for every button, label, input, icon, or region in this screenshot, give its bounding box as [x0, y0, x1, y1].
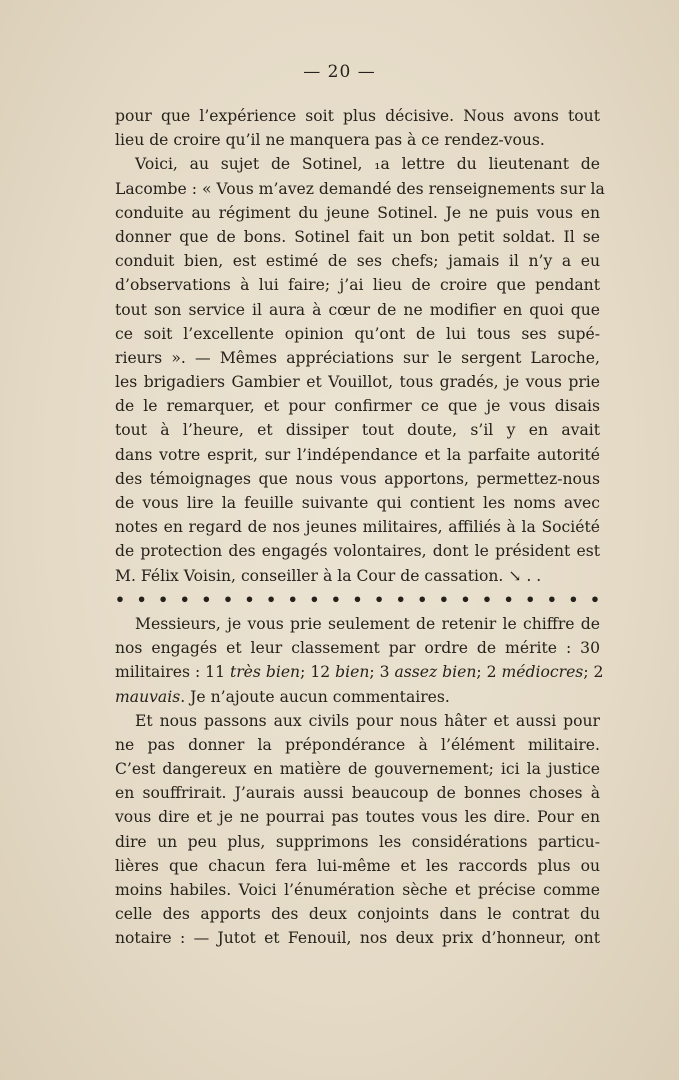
italic-segment: médiocres — [501, 663, 584, 682]
text-segment: ; 3 — [369, 663, 395, 682]
italic-segment: très bien — [229, 663, 301, 682]
text-line: ne pas donner la prépondérance à l’élément militaire. — [115, 735, 600, 754]
text-segment: ; 2 — [476, 663, 502, 682]
text-segment: ; 12 — [300, 663, 336, 682]
text-line: M. Félix Voisin, conseiller à la Cour de cassation. ↘ . . — [115, 566, 542, 585]
body-text — [115, 104, 605, 951]
text-line: donner que de bons. Sotinel fait un bon petit soldat. Il se — [115, 227, 600, 246]
page-number: — 20 — — [303, 62, 376, 82]
text-line: dire un peu plus, supprimons les considérations particu- — [115, 832, 600, 851]
text-line: Lacombe : « Vous m’avez demandé des renseignements sur la — [115, 179, 605, 198]
text-line: nos engagés et leur classement par ordre de mérite : 30 — [115, 639, 600, 658]
text-line: les brigadiers Gambier et Vouillot, tous gradés, je vous prie — [115, 373, 600, 392]
text-line: lieu de croire qu’il ne manquera pas à ce rendez-vous. — [115, 131, 545, 150]
italic-segment: bien — [335, 663, 370, 682]
text-line: en souffrirait. J’aurais aussi beaucoup de bonnes choses à — [115, 784, 600, 803]
text-line: de protection des engagés volontaires, dont le président est — [115, 542, 600, 561]
text-line: tout son service il aura à cœur de ne modifier en quoi que — [115, 300, 600, 319]
text-segment: . Je n’ajoute aucun commentaires. — [180, 687, 450, 706]
text-line: vous dire et je ne pourrai pas toutes vous les dire. Pour en — [115, 808, 600, 827]
text-segment: ; 2 — [583, 663, 604, 682]
text-line-mixed — [115, 660, 604, 684]
text-line: ce soit l’excellente opinion qu’ont de lui tous ses supé- — [115, 324, 600, 343]
text-line: rieurs ». — Mêmes appréciations sur le sergent Laroche, — [115, 348, 600, 367]
text-line: notaire : — Jutot et Fenouil, nos deux prix d’honneur, ont — [115, 929, 600, 948]
italic-segment: mauvais — [115, 687, 181, 706]
text-line: de vous lire la feuille suivante qui contient les noms avec — [115, 494, 600, 512]
text-line: celle des apports des deux conjoints dans le contrat du — [115, 905, 600, 924]
text-line: C’est dangereux en matière de gouvernement; ici la justice — [115, 760, 600, 779]
text-segment: militaires : 11 — [115, 663, 230, 682]
text-line: lières que chacun fera lui-même et les raccords plus ou — [115, 856, 600, 875]
dots-text: • • • • • • • • • • • • • • • • • • • • • • • — [115, 589, 600, 609]
text-line: pour que l’expérience soit plus décisive. Nous avons tout — [115, 107, 600, 125]
text-line: d’observations à lui faire; j’ai lieu de croire que pendant — [115, 276, 600, 295]
text-line: des témoignages que nous vous apportons, permettez-nous — [115, 469, 600, 488]
text-line: tout à l’heure, et dissiper tout doute, s’il y en avait — [115, 421, 600, 440]
text-line: dans votre esprit, sur l’indépendance et la parfaite autorité — [115, 445, 600, 464]
italic-segment: assez bien — [394, 663, 477, 682]
ellipsis-dots — [115, 588, 600, 612]
text-line: Et nous passons aux civils pour nous hâter et aussi pour — [135, 711, 600, 730]
text-line: notes en regard de nos jeunes militaires, affiliés à la Société — [115, 518, 600, 537]
text-line: conduit bien, est estimé de ses chefs; jamais il n’y a eu — [115, 252, 600, 271]
text-line: Voici, au sujet de Sotinel, ₁a lettre du lieutenant de — [135, 155, 600, 174]
text-line: conduite au régiment du jeune Sotinel. Je ne puis vous en — [115, 203, 600, 222]
text-line-mixed — [115, 685, 600, 709]
text-line: de le remarquer, et pour confirmer ce que je vous disais — [115, 397, 600, 416]
text-line: Messieurs, je vous prie seulement de retenir le chiffre de — [135, 614, 600, 633]
text-line: moins habiles. Voici l’énumération sèche et précise comme — [115, 881, 600, 899]
